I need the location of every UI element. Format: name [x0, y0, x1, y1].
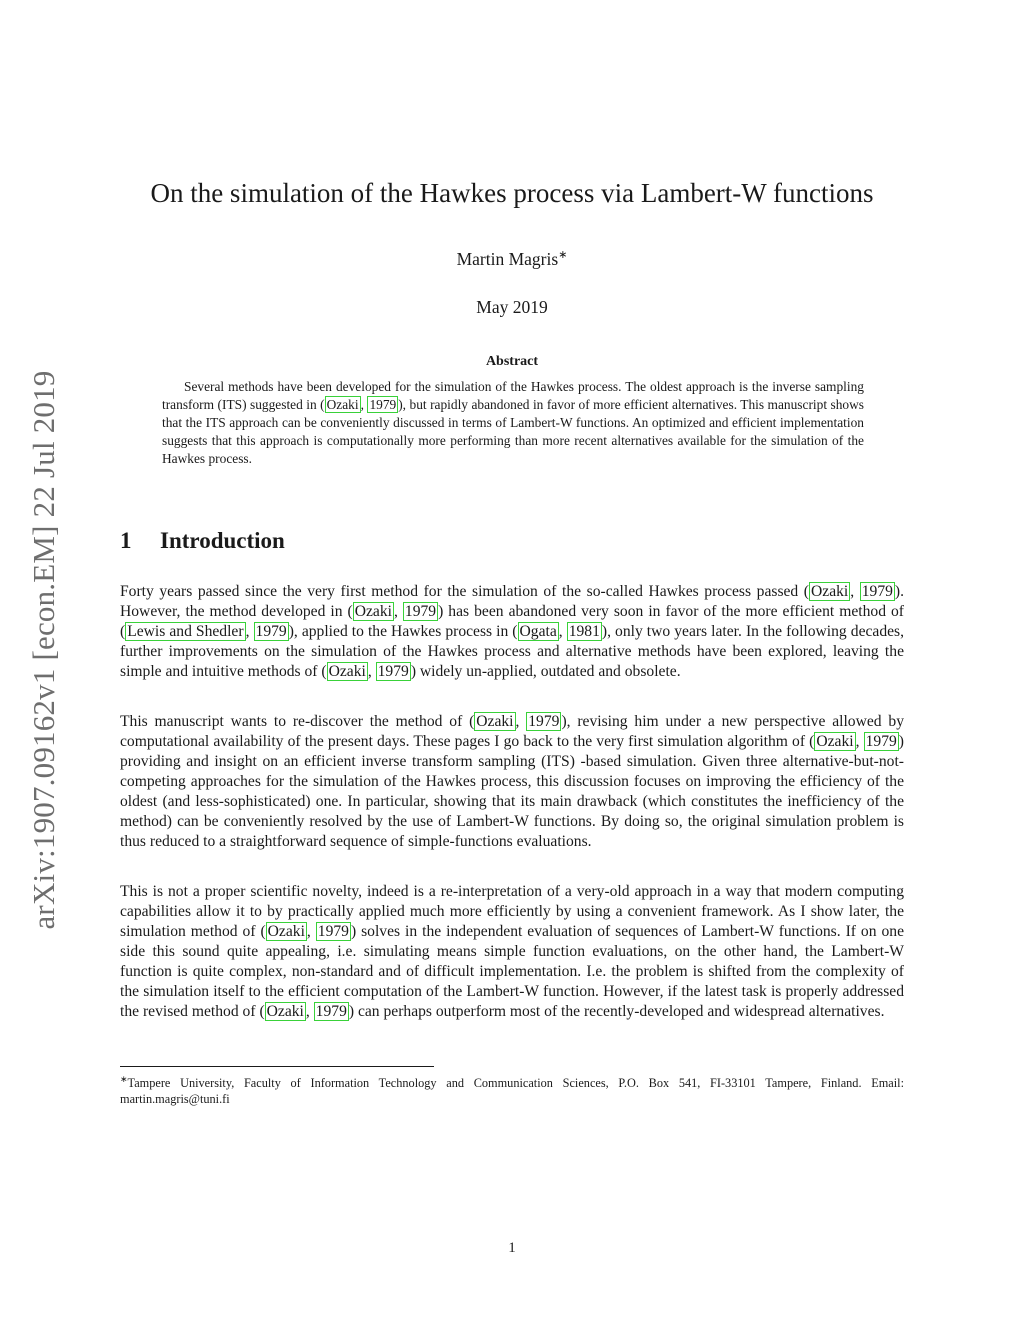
footnote-mark: ∗ [120, 1074, 128, 1084]
citation-link-ozaki[interactable]: Ozaki [811, 583, 849, 600]
citation-link-lewis-shedler[interactable]: Lewis and Shedler [127, 623, 244, 640]
paper-title: On the simulation of the Hawkes process via Lambert-W functions [150, 178, 874, 208]
footnote-text: Tampere University, Faculty of Information Technology and Communication Sciences, P.O. Box 541, FI-33101 Tampere, Finland. Email: martin.magris@tuni.fi [120, 1076, 904, 1107]
citation-year-link[interactable]: 1979 [315, 1003, 347, 1020]
citation-year-link[interactable]: 1979 [255, 623, 287, 640]
abstract-heading: Abstract [485, 354, 539, 369]
citation-link-ogata[interactable]: Ogata [519, 623, 557, 640]
citation-year-link[interactable]: 1979 [865, 733, 897, 750]
author-footnote-mark[interactable]: ∗ [558, 249, 568, 261]
abstract-text: Several methods have been developed for the simulation of the Hawkes process. The oldest approach is the inverse sampling transform (ITS) suggested in ( Ozaki , 1979 ), but rapidly abandoned in favor of more efficient alternatives. This manuscript shows that the ITS approach can be conveniently discussed in terms of Lambert-W functions. An optimized and efficient implementation suggests that this approach is computationally more performing than more recent alternatives available for the simulation of the Hawkes process. [162, 379, 864, 466]
section-heading-introduction [120, 528, 285, 554]
citation-year-link[interactable]: 1979 [317, 923, 349, 940]
citation-year-link[interactable]: 1979 [377, 663, 409, 680]
citation-year-link[interactable]: 1981 [568, 623, 600, 640]
intro-paragraph-2: This manuscript wants to re-discover the method of ( Ozaki , 1979 ), revising him under a new perspective allowed by computational availability of the present days. These pages I go back to the very first simulation algorithm of ( Ozaki , 1979 ) providing and insight on an efficient inverse transform sampling (ITS) -based simulation. Given three alternative-but-not-competing approaches for the simulation of the Hawkes process, this discussion focuses on improving the efficiency of the oldest (and less-sophisticated) one. In particular, showing that its main drawback (which constitutes the inefficiency of the method) can be conveniently resolved by the use of Lambert-W functions. By doing so, the original simulation problem is thus reduced to a straightforward sequence of simple-functions evaluations. [120, 713, 905, 850]
citation-year-link[interactable]: 1979 [369, 397, 397, 412]
citation-link-ozaki[interactable]: Ozaki [326, 397, 359, 412]
intro-paragraph-1: Forty years passed since the very first method for the simulation of the so-called Hawkes process passed ( Ozaki , 1979 ). However, the method developed in ( Ozaki , 1979 ) has been abandoned very soon in favor of the more efficient method of ( Lewis and Shedler , 1979 ), applied to the Hawkes process in ( Ogata , 1981 ), only two years later. In the following decades, further improvements on the simulation of the Hawkes process and alternative methods have been explored, leaving the simple and intuitive methods of ( Ozaki , 1979 ) widely un-applied, outdated and obsolete. [120, 583, 905, 680]
section-number: 1 [120, 528, 132, 553]
author-affiliation-footnote [120, 1071, 904, 1107]
citation-year-link[interactable]: 1979 [404, 603, 437, 620]
intro-paragraph-3: This is not a proper scientific novelty, indeed is a re-interpretation of a very-old approach in a way that modern computing capabilities allow it to by practically applied much more efficiently by using a convenient framework. As I show later, the simulation method of ( Ozaki , 1979 ) solves in the independent evaluation of sequences of Lambert-W functions. If on one side this sound quite appealing, i.e. simulating means simple function evaluations, on the other hand, the Lambert-W function is quite complex, non-standard and of difficult implementation. I.e. the problem is shifted from the complexity of the simulation itself to the efficient computation of the Lambert-W function. However, if the latest task is properly addressed the revised method of ( Ozaki , 1979 ) can perhaps outperform most of the recently-developed and widespread alternatives. [120, 883, 904, 1020]
arxiv-identifier-stamp: arXiv:1907.09162v1 [econ.EM] 22 Jul 2019 [26, 370, 61, 930]
citation-year-link[interactable]: 1979 [528, 713, 560, 730]
paper-date: May 2019 [476, 297, 548, 317]
citation-link-ozaki[interactable]: Ozaki [816, 733, 854, 750]
citation-link-ozaki[interactable]: Ozaki [266, 1003, 304, 1020]
citation-link-ozaki[interactable]: Ozaki [354, 603, 392, 620]
section-title: Introduction [160, 528, 285, 553]
page-number: 1 [508, 1240, 516, 1256]
author-name: Martin Magris [456, 248, 559, 269]
citation-link-ozaki[interactable]: Ozaki [476, 713, 514, 730]
citation-link-ozaki[interactable]: Ozaki [267, 923, 305, 940]
citation-year-link[interactable]: 1979 [861, 583, 893, 600]
citation-link-ozaki[interactable]: Ozaki [328, 663, 366, 680]
author-line [0, 248, 1024, 270]
footnote-divider [120, 1066, 434, 1067]
